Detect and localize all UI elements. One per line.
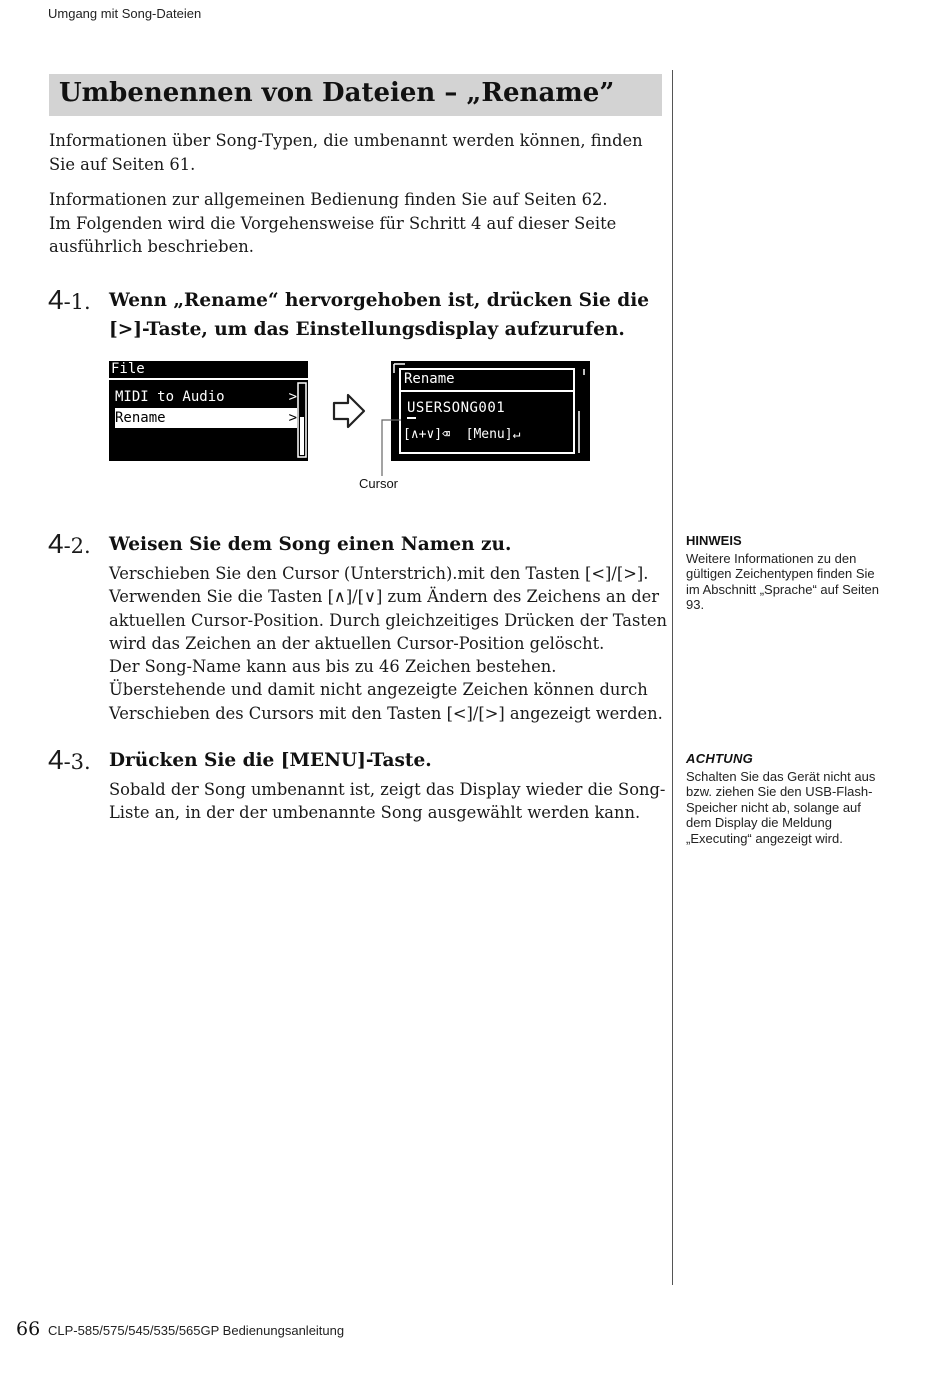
cursor-callout-label: Cursor xyxy=(359,476,399,491)
cursor-callout-line-icon xyxy=(376,412,406,478)
warning-text: Schalten Sie das Gerät nicht aus bzw. ziehen Sie den USB-Flash-Speicher nicht ab, solange auf dem Display die Meldung „Executing“ angezeigt wird. xyxy=(686,768,876,846)
section-title: Umbenennen von Dateien – „Rename” xyxy=(59,78,615,108)
text-cursor xyxy=(407,417,416,419)
song-name-field: USERSONG001 xyxy=(407,400,506,416)
step-title: Drücken Sie die [MENU]-Taste. xyxy=(109,750,432,771)
step-number-minor: -3. xyxy=(63,750,91,774)
step-number xyxy=(48,285,91,317)
lcd-header-rule xyxy=(109,378,308,380)
step-body: Der Song-Name kann aus bis zu 46 Zeichen bestehen. Überstehende und damit nicht angezeigte Zeichen können durch Verschieben des Cursors mit den Tasten [<]/[>] angezeigt werden. xyxy=(109,657,663,723)
step-number-minor: -1. xyxy=(63,290,91,314)
scrollbar-icon xyxy=(296,381,308,461)
rename-dialog-frame xyxy=(399,368,575,454)
step-title: Weisen Sie dem Song einen Namen zu. xyxy=(109,534,512,555)
note-heading: HINWEIS xyxy=(686,533,742,548)
step-number-major: 4 xyxy=(48,528,64,559)
menu-confirm-hint: [Menu]↵ xyxy=(465,427,521,442)
running-head: Umgang mit Song-Dateien xyxy=(48,6,202,21)
step-number-major: 4 xyxy=(48,744,64,775)
step-number xyxy=(48,745,91,777)
intro-paragraph-1: Informationen über Song-Typen, die umbenannt werden können, finden Sie auf Seiten 61. xyxy=(49,131,643,174)
delete-hint: [∧+∨]⌫ xyxy=(403,427,450,442)
step-number xyxy=(48,529,91,561)
note-text: Weitere Informationen zu den gültigen Zeichentypen finden Sie im Abschnitt „Sprache“ auf Seiten 93. xyxy=(686,550,879,613)
warning-heading: ACHTUNG xyxy=(686,751,754,766)
step-body: Sobald der Song umbenannt ist, zeigt das Display wieder die Song-Liste an, in der der umbenannte Song ausgewählt werden kann. xyxy=(109,780,666,823)
section-title-bar xyxy=(49,74,662,116)
step-number-major: 4 xyxy=(48,284,64,315)
lcd-header: File xyxy=(111,361,145,377)
step-title: Wenn „Rename“ hervorgehoben ist, drücken Sie die [>]-Taste, um das Einstellungsdisplay aufzurufen. xyxy=(109,290,650,340)
chevron-right-icon: > xyxy=(288,410,297,426)
lcd-rename-dialog xyxy=(391,361,590,461)
lcd-menu-item xyxy=(115,387,297,407)
column-divider xyxy=(672,70,673,1285)
arrow-right-icon xyxy=(331,392,367,430)
achtung-note xyxy=(686,751,886,847)
chevron-right-icon: > xyxy=(288,389,297,405)
hinweis-note xyxy=(686,533,886,613)
page-number: 66 xyxy=(16,1318,41,1340)
step-number-minor: -2. xyxy=(63,534,91,558)
intro-paragraph-3: Im Folgenden wird die Vorgehensweise für Schritt 4 auf dieser Seite ausführlich beschrieben. xyxy=(49,213,617,256)
rename-dialog-footer xyxy=(403,427,520,442)
lcd-menu-item-label: Rename xyxy=(115,410,166,426)
step-body: Verschieben Sie den Cursor (Unterstrich).mit den Tasten [<]/[>]. Verwenden Sie die Tasten [∧]/[∨] zum Ändern des Zeichens an der aktuellen Cursor-Position. Durch gleichzeitiges Drücken der Tasten wird das Zeichen an der aktuellen Cursor-Position gelöscht. xyxy=(109,564,668,653)
rename-dialog-header: Rename xyxy=(404,371,455,387)
lcd-menu-item-label: MIDI to Audio xyxy=(115,389,225,405)
lcd-menu-item-selected xyxy=(115,408,297,428)
rename-dialog-header-rule xyxy=(401,390,573,392)
lcd-file-menu xyxy=(109,361,308,461)
intro-paragraph-2: Informationen zur allgemeinen Bedienung finden Sie auf Seiten 62. xyxy=(49,190,608,209)
manual-title: CLP-585/575/545/535/565GP Bedienungsanleitung xyxy=(48,1323,345,1338)
